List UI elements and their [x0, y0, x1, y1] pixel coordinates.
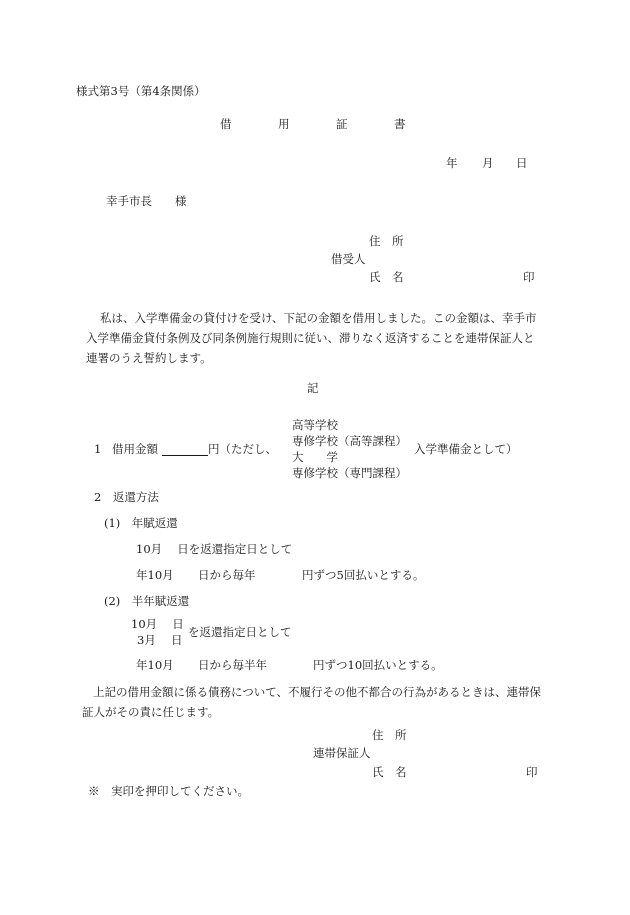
- item1-tail: 入学準備金として）: [414, 442, 518, 456]
- seal-note: ※ 実印を押印してください。: [88, 784, 249, 798]
- ki-heading: 記: [307, 381, 319, 395]
- borrower-seal: 印: [523, 270, 535, 284]
- school-3: 大 学: [292, 450, 338, 464]
- annual-line-2b: 日から毎年: [198, 568, 256, 582]
- date-day: 日: [516, 156, 528, 170]
- item2-heading: 2 返還方法: [94, 490, 159, 504]
- guarantee-line-2: 証人がその責に任じます。: [82, 705, 220, 719]
- form-number: 様式第3号（第4条関係）: [76, 84, 206, 98]
- borrower-name-label: 氏 名: [369, 270, 404, 284]
- guarantee-line-1: 上記の借用金額に係る債務について、不履行その他不都合の行為があるときは、連帯保: [93, 685, 542, 699]
- body-line-1: 私は、入学準備金の貸付けを受け、下記の金額を借用しました。この金額は、幸手市: [100, 311, 537, 325]
- guarantor-address-label: 住 所: [372, 728, 407, 742]
- item1-number: 1: [94, 442, 102, 456]
- semi-line-2c: 円ずつ10回払いとする。: [313, 658, 443, 672]
- annual-line-2a: 年10月: [136, 568, 174, 582]
- date-year: 年: [446, 156, 458, 170]
- body-line-3: 連署のうえ誓約します。: [86, 351, 212, 365]
- title-char-3: 証: [336, 117, 348, 131]
- title-char-4: 書: [394, 117, 406, 131]
- item1-suffix: 円（ただし、: [208, 442, 277, 456]
- body-line-2: 入学準備金貸付条例及び同条例施行規則に従い、滞りなく返済することを連帯保証人と: [86, 331, 535, 345]
- school-1: 高等学校: [292, 418, 338, 432]
- semi-line-2b: 日から毎半年: [198, 658, 267, 672]
- school-2: 専修学校（高等課程）: [292, 434, 407, 448]
- borrower-role-label: 借受人: [331, 252, 366, 266]
- title-char-2: 用: [278, 117, 290, 131]
- semi-date-bottom: 3月 日: [137, 633, 183, 647]
- date-month: 月: [482, 156, 494, 170]
- annual-line-1: 10月 日を返還指定日として: [136, 542, 293, 556]
- addressee: 幸手市長 様: [106, 194, 187, 208]
- annual-label: (1) 年賦返還: [104, 516, 178, 530]
- guarantor-seal: 印: [526, 765, 538, 779]
- semi-line-2a: 年10月: [136, 658, 174, 672]
- title-char-1: 借: [220, 117, 232, 131]
- item1-label: 借用金額: [112, 442, 158, 456]
- guarantor-name-label: 氏 名: [372, 765, 407, 779]
- borrower-address-label: 住 所: [369, 234, 404, 248]
- semi-label: (2) 半年賦返還: [104, 594, 190, 608]
- annual-line-2c: 円ずつ5回払いとする。: [302, 568, 425, 582]
- semi-date-suffix: を返還指定日として: [188, 625, 292, 639]
- school-4: 専修学校（専門課程）: [292, 466, 407, 480]
- amount-blank: [161, 444, 209, 456]
- semi-date-top: 10月 日: [131, 617, 184, 631]
- guarantor-role-label: 連帯保証人: [313, 746, 371, 760]
